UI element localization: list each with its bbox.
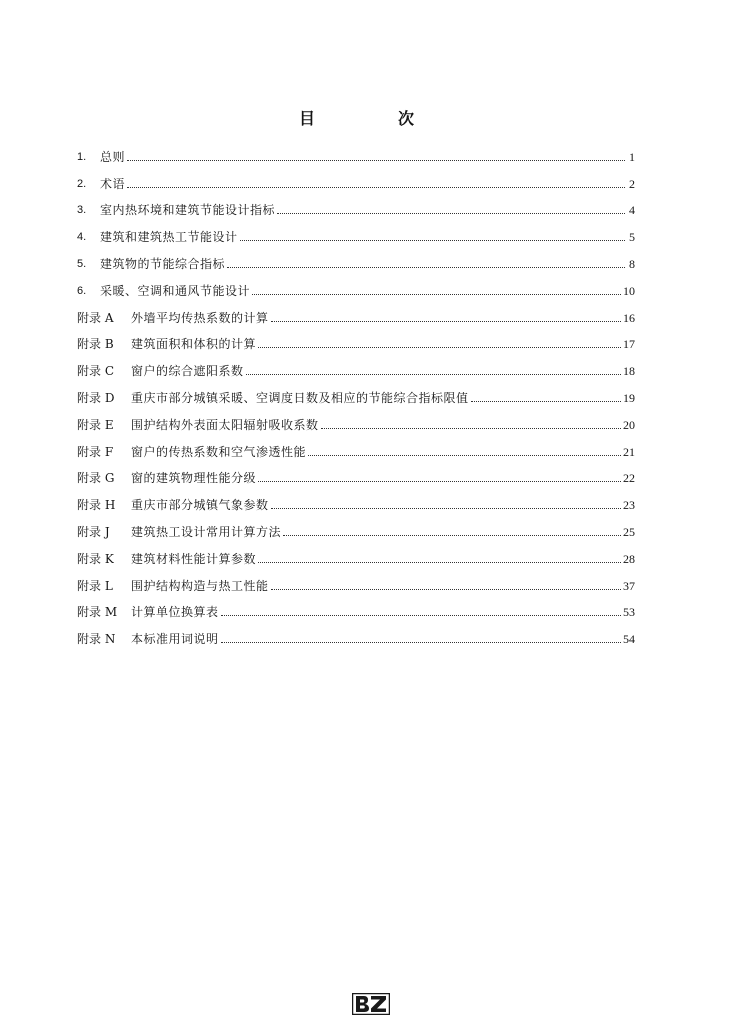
toc-entry[interactable]	[77, 459, 635, 486]
toc-entry-page-number: 8	[629, 256, 635, 271]
toc-entry[interactable]	[77, 405, 635, 432]
toc-dot-leader	[258, 481, 621, 482]
toc-entry[interactable]	[77, 432, 635, 459]
toc-entry-label: 建筑物的节能综合指标	[100, 256, 226, 271]
toc-dot-leader	[308, 455, 621, 456]
toc-dot-leader	[252, 294, 621, 295]
toc-entry-number: 1.	[77, 150, 87, 163]
toc-entry-number: 附录 D	[77, 390, 115, 405]
toc-dot-leader	[271, 508, 621, 509]
toc-entry-page-number: 54	[623, 632, 635, 647]
toc-entry-label: 建筑面积和体积的计算	[131, 337, 257, 352]
toc-entry-label: 窗户的综合遮阳系数	[131, 364, 244, 379]
publisher-logo	[352, 993, 390, 1015]
toc-entry-label: 术语	[100, 176, 126, 191]
toc-entry[interactable]	[77, 378, 635, 405]
toc-entry-label: 围护结构外表面太阳辐射吸收系数	[131, 417, 319, 432]
toc-entry[interactable]	[77, 351, 635, 378]
toc-entry-page-number: 28	[623, 551, 635, 566]
toc-entry-number: 3.	[77, 204, 87, 217]
toc-entry[interactable]	[77, 244, 635, 271]
toc-entry-page-number: 22	[623, 471, 635, 486]
toc-entry-page-number: 23	[623, 498, 635, 513]
toc-entry-number: 附录 M	[77, 605, 118, 620]
toc-entry-number: 6.	[77, 284, 87, 297]
toc-dot-leader	[227, 267, 625, 268]
toc-title-char-2: 次	[398, 109, 415, 128]
toc-entry[interactable]	[77, 298, 635, 325]
toc-dot-leader	[271, 589, 621, 590]
toc-entry-number: 附录 G	[77, 471, 115, 486]
toc-entry-number: 附录 A	[77, 310, 114, 325]
toc-dot-leader	[277, 213, 625, 214]
toc-entry-label: 采暖、空调和通风节能设计	[100, 283, 251, 298]
toc-dot-leader	[283, 535, 621, 536]
toc-entry-label: 建筑热工设计常用计算方法	[131, 524, 282, 539]
toc-dot-leader	[471, 401, 621, 402]
toc-entry-label: 重庆市部分城镇气象参数	[131, 498, 269, 513]
toc-entry-number: 附录 N	[77, 632, 116, 647]
toc-dot-leader	[258, 347, 621, 348]
toc-entry[interactable]	[77, 593, 635, 620]
toc-dot-leader	[127, 160, 625, 161]
toc-entry-label: 围护结构构造与热工性能	[131, 578, 269, 593]
toc-entry-page-number: 2	[629, 176, 635, 191]
toc-entry-number: 2.	[77, 177, 87, 190]
toc-entry-page-number: 16	[623, 310, 635, 325]
toc-entry-page-number: 53	[623, 605, 635, 620]
toc-entry-number: 附录 J	[77, 524, 110, 539]
toc-title	[0, 106, 751, 130]
toc-entry-page-number: 4	[629, 203, 635, 218]
toc-dot-leader	[221, 642, 621, 643]
toc-entry-number: 附录 L	[77, 578, 113, 593]
toc-entry[interactable]	[77, 137, 635, 164]
toc-entry-page-number: 5	[629, 230, 635, 245]
toc-entry[interactable]	[77, 619, 635, 646]
toc-entry-number: 附录 H	[77, 498, 116, 513]
toc-entry-number: 附录 E	[77, 417, 114, 432]
toc-entry-page-number: 21	[623, 444, 635, 459]
toc-entry-number: 4.	[77, 231, 87, 244]
toc-entry-page-number: 1	[629, 149, 635, 164]
toc-entry-number: 附录 C	[77, 364, 114, 379]
toc-entry-label: 窗户的传热系数和空气渗透性能	[131, 444, 307, 459]
toc-entry-label: 室内热环境和建筑节能设计指标	[100, 203, 276, 218]
toc-entry-page-number: 37	[623, 578, 635, 593]
toc-entry[interactable]	[77, 512, 635, 539]
toc-entry-page-number: 17	[623, 337, 635, 352]
toc-entry-page-number: 19	[623, 390, 635, 405]
toc-entry-label: 窗的建筑物理性能分级	[131, 471, 257, 486]
toc-entry[interactable]	[77, 217, 635, 244]
toc-entry-number: 附录 K	[77, 551, 114, 566]
toc-entry[interactable]	[77, 271, 635, 298]
toc-dot-leader	[321, 428, 621, 429]
toc-entry-label: 建筑和建筑热工节能设计	[100, 230, 238, 245]
toc-dot-leader	[127, 187, 625, 188]
toc-entry[interactable]	[77, 191, 635, 218]
toc-dot-leader	[246, 374, 621, 375]
toc-entry-page-number: 18	[623, 364, 635, 379]
toc-entry-number: 附录 B	[77, 337, 114, 352]
toc-entry-number: 5.	[77, 257, 87, 270]
toc-entry[interactable]	[77, 566, 635, 593]
toc-dot-leader	[240, 240, 625, 241]
toc-entry-page-number: 25	[623, 524, 635, 539]
toc-entry-label: 总则	[100, 149, 126, 164]
toc-entry-page-number: 10	[623, 283, 635, 298]
toc-entry[interactable]	[77, 164, 635, 191]
toc-entry[interactable]	[77, 539, 635, 566]
toc-dot-leader	[271, 321, 621, 322]
toc-title-char-1: 目	[299, 109, 316, 128]
toc-entry-label: 外墙平均传热系数的计算	[131, 310, 269, 325]
toc-entry-label: 计算单位换算表	[131, 605, 219, 620]
toc-entry[interactable]	[77, 485, 635, 512]
toc-dot-leader	[221, 615, 621, 616]
toc-entry-label: 本标准用词说明	[131, 632, 219, 647]
toc-entry[interactable]	[77, 325, 635, 352]
toc-entry-page-number: 20	[623, 417, 635, 432]
toc-entry-label: 建筑材料性能计算参数	[131, 551, 257, 566]
toc-dot-leader	[258, 562, 621, 563]
toc-entry-label: 重庆市部分城镇采暖、空调度日数及相应的节能综合指标限值	[131, 390, 469, 405]
toc-list	[77, 137, 635, 646]
toc-entry-number: 附录 F	[77, 444, 114, 459]
